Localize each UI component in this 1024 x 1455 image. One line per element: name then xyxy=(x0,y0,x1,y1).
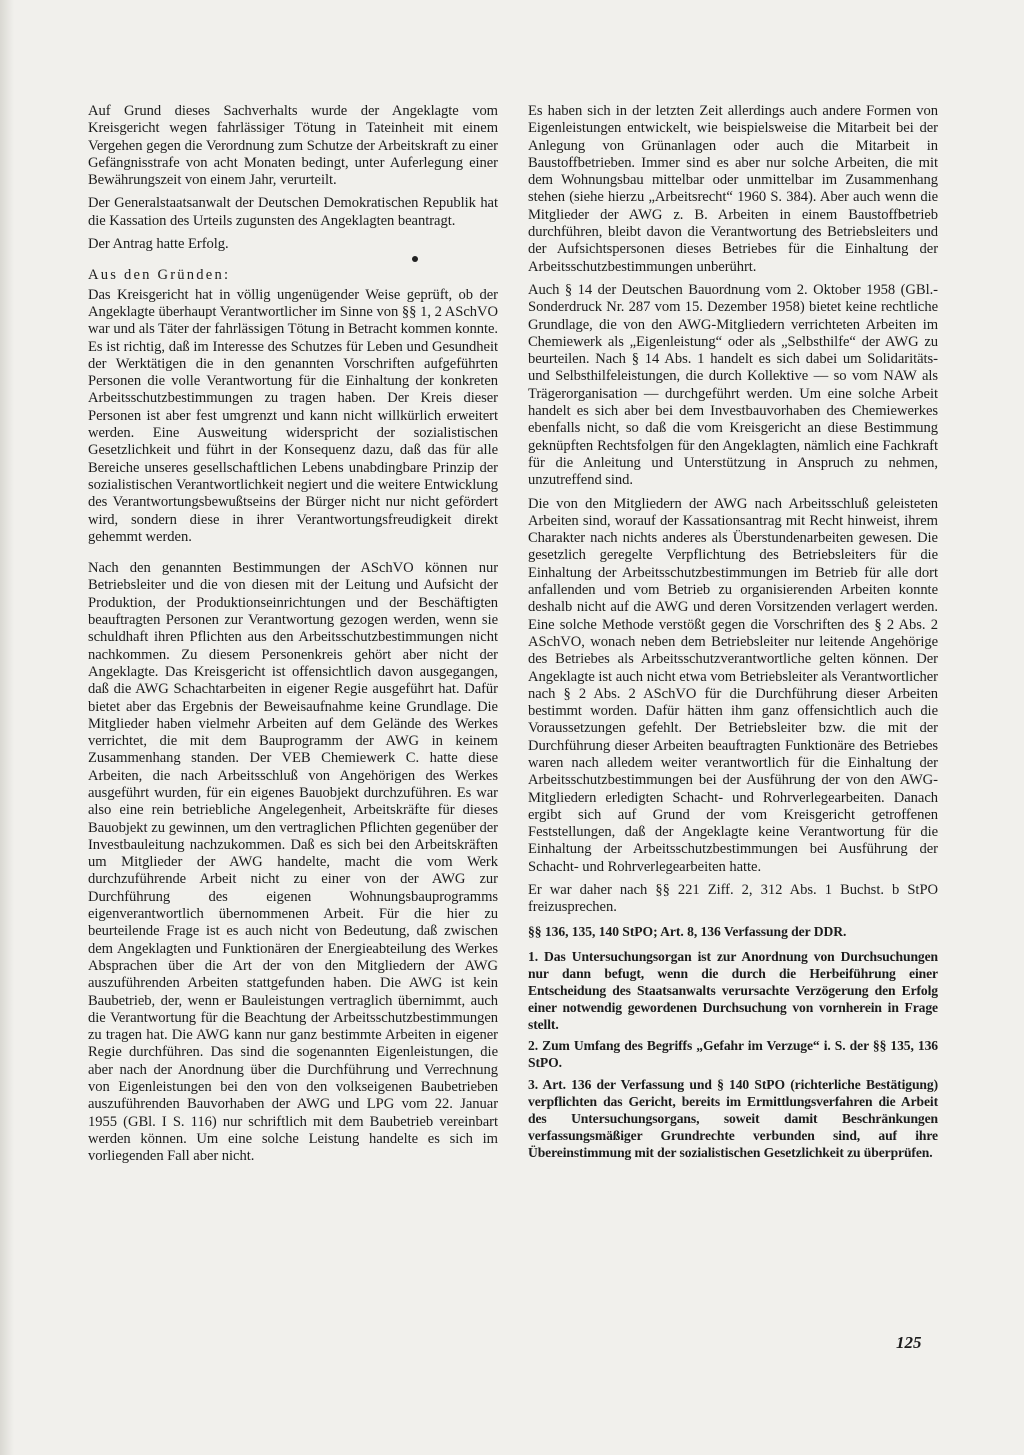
left-column xyxy=(88,103,498,1172)
paragraph: Der Generalstaatsanwalt der Deutschen Demokratischen Republik hat die Kassation des Urteils zugunsten des Angeklagten beantragt. xyxy=(88,195,498,229)
right-column xyxy=(528,103,938,1165)
headnote-item: 1. Das Untersuchungsorgan ist zur Anordnung von Durchsuchungen nur dann befugt, wenn die durch die Herbeiführung einer Entscheidung des Staatsanwalts verursachte Verzögerung den Erfolg einer notwendig gewordenen Durchsuchung von vornherein in Frage stellt. xyxy=(528,948,938,1033)
paragraph: Die von den Mitgliedern der AWG nach Arbeitsschluß geleisteten Arbeiten sind, worauf der Kassationsantrag mit Recht hinweist, ihrem Charakter nach nichts anderes als Überstundenarbeiten gewesen. Die gesetzlich geregelte Verpflichtung des Betriebsleiters für die Einhaltung der Arbeitsschutzbestimmungen im Betrieb für alle dort anfallenden und vom Betrieb zu organisierenden Arbeiten konnte deshalb nicht auf die AWG und deren Vorsitzenden verlagert werden. Eine solche Methode verstößt gegen die Vorschriften des § 2 Abs. 2 ASchVO, wonach neben dem Betriebsleiter nur leitende Angehörige des Betriebes als Arbeitsschutzverantwortliche gelten können. Der Angeklagte ist auch nicht etwa vom Betriebsleiter als Verantwortlicher nach § 2 Abs. 2 ASchVO für die Durchführung dieser Arbeiten bestimmt worden. Dafür hätten ihm ganz offensichtlich auch die Voraussetzungen gefehlt. Der Betriebsleiter bzw. die mit der Durchführung dieser Arbeiten beauftragten Funktionäre des Betriebes waren nach alledem weiter verantwortlich für die Einhaltung der Arbeitsschutzbestimmungen bei der Ausführung der von den AWG-Mitgliedern erledigten Schacht- und Rohrverlegearbeiten. Danach ergibt sich auf Grund der vom Kreisgericht getroffenen Feststellungen, daß der Angeklagte keine Verantwortung für die Einhaltung der Arbeitsschutzbestimmungen bei Ausführung der Schacht- und Rohrverlegearbeiten hatte. xyxy=(528,495,938,875)
paragraph: Auf Grund dieses Sachverhalts wurde der Angeklagte vom Kreisgericht wegen fahrlässiger Tötung in Tateinheit mit einem Vergehen gegen die Verordnung zum Schutze der Arbeitskraft zu einer Gefängnisstrafe von acht Monaten bedingt, unter Auferlegung einer Bewährungszeit von einem Jahr, verurteilt. xyxy=(88,103,498,189)
page-number: 125 xyxy=(896,1333,922,1352)
paragraph: Der Antrag hatte Erfolg. xyxy=(88,236,229,253)
paragraph: Es haben sich in der letzten Zeit allerdings auch andere Formen von Eigenleistungen entwickelt, wie beispielsweise die Mitarbeit bei der Anlegung von Grünanlagen oder auch die Mitarbeit in Baustoffbetrieben. Immer sind es aber nur solche Arbeiten, die mit dem Wohnungsbau mittelbar oder unmittelbar im Zusammenhang stehen (siehe hierzu „Arbeitsrecht“ 1960 S. 384). Aber auch wenn die Mitglieder der AWG z. B. Arbeiten in einem Baustoffbetrieb durchführen, bleibt davon die Verantwortung des Betriebsleiters und der Aufsichtspersonen dieses Betriebes für die Einhaltung der Arbeitsschutzbestimmungen unberührt. xyxy=(528,103,938,275)
paragraph: Auch § 14 der Deutschen Bauordnung vom 2. Oktober 1958 (GBl.-Sonderdruck Nr. 287 vom 15. Dezember 1958) bietet keine rechtliche Grundlage, die von den AWG-Mitgliedern verrichteten Arbeiten im Chemiewerk als „Eigenleistung“ oder als „Selbsthilfe“ der AWG zu beurteilen. Nach § 14 Abs. 1 handelt es sich dabei um Solidaritäts- und Selbsthilfeleistungen, die durch Kollektive — so vom NAW als Trägerorganisation — durchgeführt werden. Um eine solche Arbeit handelt es sich aber bei dem Investbauvorhaben des Chemiewerkes ebenfalls nicht, so daß die vom Kreisgericht an diese Bestimmung geknüpften Rechtsfolgen für den Angeklagten, nämlich eine Fachkraft für die Anleitung und Unterstützung in Anspruch zu nehmen, unzutreffend sind. xyxy=(528,281,938,489)
headnote-item: 2. Zum Umfang des Begriffs „Gefahr im Verzuge“ i. S. der §§ 135, 136 StPO. xyxy=(528,1038,938,1071)
paragraph: Das Kreisgericht hat in völlig ungenügender Weise geprüft, ob der Angeklagte überhaupt Verantwortlicher im Sinne von §§ 1, 2 ASchVO war und als Täter der fahrlässigen Tötung in Betracht kommen konnte. Es ist richtig, daß im Interesse des Schutzes für Leben und Gesundheit der Werktätigen die in den genannten Vorschriften aufgeführten Personen die volle Verantwortung für die Einhaltung der konkreten Arbeitsschutzbestimmungen zu tragen haben. Der Kreis dieser Personen ist aber fest umgrenzt und kann nicht willkürlich erweitert werden. Eine Ausweitung widerspricht der sozialistischen Gesetzlichkeit und führt in der Konsequenz dazu, daß das für alle Bereiche unseres gesellschaftlichen Lebens unabdingbare Prinzip der sozialistischen Verantwortlichkeit negiert und die weitere Entwicklung des Verantwortungsbewußtseins der Bürger nicht nur nicht gefördert wird, sondern diese in ihrer Verantwortungsfreudigkeit direkt gehemmt werden. xyxy=(88,286,498,545)
ink-dot xyxy=(412,256,418,262)
section-heading: Aus den Gründen: xyxy=(88,267,231,284)
case-citation-title: §§ 136, 135, 140 StPO; Art. 8, 136 Verfassung der DDR. xyxy=(528,923,847,939)
headnote-item: 3. Art. 136 der Verfassung und § 140 StPO (richterliche Bestätigung) verpflichten das Gericht, bereits im Ermittlungsverfahren die Arbeit des Untersuchungsorgans, soweit damit Beschränkungen verfassungsmäßiger Grundrechte verbunden sind, auf ihre Übereinstimmung mit der sozialistischen Gesetzlichkeit zu überprüfen. xyxy=(528,1076,938,1160)
paragraph: Er war daher nach §§ 221 Ziff. 2, 312 Abs. 1 Buchst. b StPO freizusprechen. xyxy=(528,882,938,916)
paragraph: Nach den genannten Bestimmungen der ASchVO können nur Betriebsleiter und die von diesen mit der Leitung und Aufsicht der Produktion, der Produktionseinrichtungen und der Beschäftigten beauftragten Personen zur Verantwortung gezogen werden, wenn sie schuldhaft ihren Pflichten aus den Arbeitsschutzbestimmungen nicht nachkommen. Zu diesem Personenkreis gehört aber nicht der Angeklagte. Das Kreisgericht ist offensichtlich davon ausgegangen, daß die AWG Schachtarbeiten in eigener Regie ausgeführt hat. Dafür bietet aber das Ergebnis der Beweisaufnahme keine Grundlage. Die Mitglieder haben vielmehr Arbeiten auf dem Gelände des Werkes verrichtet, die mit dem Bauprogramm der AWG in keinem Zusammenhang standen. Der VEB Chemiewerk C. hatte diese Arbeiten, die nach Arbeitsschluß von Angehörigen des Werkes ausgeführt wurden, für ein eigenes Bauobjekt durchzuführen. Es war also eine rein betriebliche Angelegenheit, Arbeitskräfte für dieses Bauobjekt zu gewinnen, um den vertraglichen Pflichten gegenüber der Investbauleitung nachzukommen. Daß es sich bei den Arbeitskräften um Mitglieder der AWG handelte, macht die vom Werk durchzuführende Arbeit nicht zu einer von der AWG zur Durchführung des eigenen Wohnungsbauprogramms eigenverantwortlich übernommenen Arbeit. Für die hier zu beurteilende Frage ist es auch nicht von Bedeutung, daß zwischen dem Angeklagten und Funktionären der Energieabteilung des Werkes Absprachen über die Art der von den Mitgliedern der AWG auszuführenden Arbeiten stattgefunden haben. Die AWG ist kein Baubetrieb, der, wenn er Bauleistungen vertraglich übernimmt, auch die Verantwortung für die Beachtung der Arbeitsschutzbestimmungen zu tragen hat. Die AWG kann nur ganz bestimmte Arbeiten in eigener Regie durchführen. Das sind die sogenannten Eigenleistungen, die aber nach der Anordnung über die Durchführung und Verrechnung von Eigenleistungen bei den von den volkseigenen Baubetrieben auszuführenden Bauvorhaben der AWG und LPG vom 22. Januar 1955 (GBl. I S. 116) nur schriftlich mit dem Baubetrieb vereinbart werden können. Um eine solche Leistung handelte es sich im vorliegenden Fall aber nicht. xyxy=(88,560,498,1165)
page-edge-shadow xyxy=(0,0,14,1455)
